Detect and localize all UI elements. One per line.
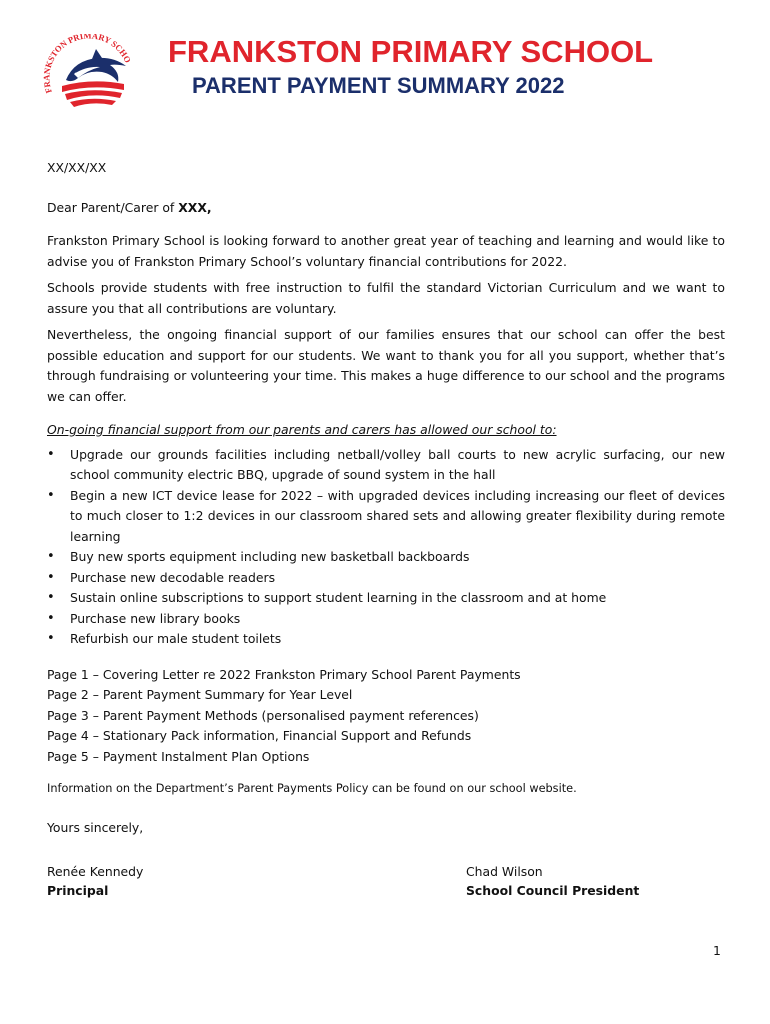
signatory-role: Principal [47, 883, 109, 898]
policy-note: Information on the Department’s Parent Payments Policy can be found on our school website. [47, 782, 577, 795]
signatory-role: School Council President [466, 883, 640, 898]
list-item: • Upgrade our grounds facilities including netball/volley ball courts to new acrylic surfacing, our new school community electric BBQ, upgrade of sound system in the hall [70, 445, 725, 486]
list-item: • Begin a new ICT device lease for 2022 – with upgraded devices including increasing our fleet of devices to much closer to 1:2 devices in our classroom shared sets and allowing greater flexibility during remote learning [70, 486, 725, 548]
logo-arc-text: FRANKSTON PRIMARY SCHO [41, 34, 134, 95]
signature-principal [47, 862, 143, 900]
page-index-item: Page 3 – Parent Payment Methods (personalised payment references) [47, 707, 479, 723]
intro-paragraph: Frankston Primary School is looking forward to another great year of teaching and learning and would like to advise you of Frankston Primary School’s voluntary financial contributions for 2022. [47, 233, 725, 269]
page-index-item: Page 1 – Covering Letter re 2022 Frankston Primary School Parent Payments [47, 666, 521, 682]
list-item: • Purchase new decodable readers [70, 568, 725, 589]
document-title: PARENT PAYMENT SUMMARY 2022 [192, 73, 565, 98]
letter-body [47, 158, 725, 903]
signatory-name: Chad Wilson [466, 864, 543, 879]
page-index-item: Page 4 – Stationary Pack information, Financial Support and Refunds [47, 728, 472, 743]
school-logo [40, 34, 134, 114]
list-item: • Refurbish our male student toilets [70, 629, 725, 650]
page-index [47, 665, 725, 768]
school-name-heading: FRANKSTON PRIMARY SCHOOL [168, 34, 654, 69]
page-index-item: Page 2 – Parent Payment Summary for Year Level [47, 687, 353, 702]
signature-president [466, 862, 639, 900]
greeting-prefix: Dear Parent/Carer of [47, 199, 179, 215]
dolphin-logo-icon [40, 34, 134, 114]
greeting-name: XXX, [178, 199, 212, 215]
page-index-item: Page 5 – Payment Instalment Plan Options [47, 748, 310, 764]
list-item: • Buy new sports equipment including new basketball backboards [70, 547, 725, 568]
support-paragraph: Nevertheless, the ongoing financial support of our families ensures that our school can offer the best possible education and support for our students. We want to thank you for all you support, whether that’s through fundraising or volunteering your time. This makes a huge difference to our school and the programs we can offer. [47, 327, 725, 404]
curriculum-paragraph: Schools provide students with free instruction to fulfil the standard Victorian Curriculum and we want to assure you that all contributions are voluntary. [47, 280, 725, 316]
support-heading: On-going financial support from our parents and carers has allowed our school to: [47, 422, 557, 437]
page-number: 1 [713, 943, 721, 958]
greeting [47, 198, 725, 219]
list-item: • Sustain online subscriptions to support student learning in the classroom and at home [70, 588, 725, 609]
list-item: • Purchase new library books [70, 609, 725, 630]
closing: Yours sincerely, [47, 819, 144, 835]
signatory-name: Renée Kennedy [47, 864, 144, 879]
signatures [47, 862, 725, 903]
letter-date: XX/XX/XX [47, 160, 107, 175]
support-list [47, 445, 725, 650]
